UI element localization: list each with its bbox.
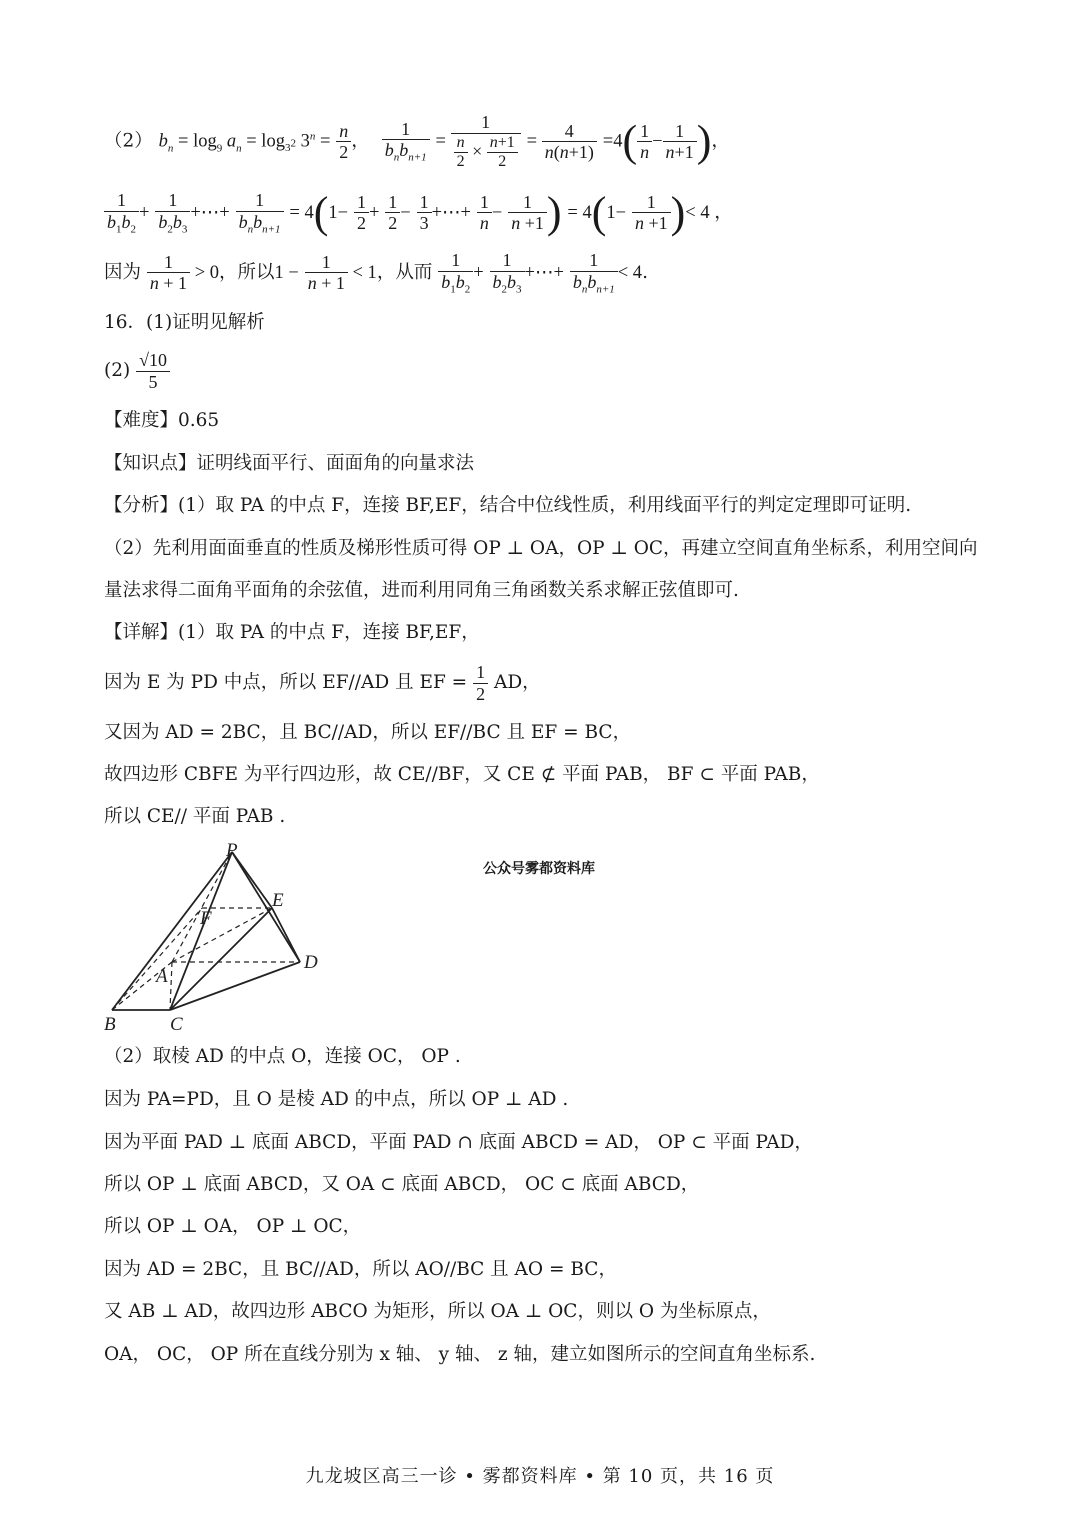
analysis-line-1: 【分析】(1）取 PA 的中点 F，连接 BF,EF，结合中位线性质，利用线面平行的判定定理即可证明. — [104, 495, 912, 516]
difficulty: 【难度】0.65 — [104, 410, 220, 431]
detail-line-5: 所以 CE// 平面 PAB . — [104, 806, 286, 827]
formula-line-1: （2） $b_n = \log_9 a_n = \log_{3^2} 3^n$ = $\frac{n}{2}$ ， $\frac{1}{b_nb_{n+1}}$ = 1 $\frac{n}{2}$ × $\frac{n+1}{2}$ = $\frac{4}{n(n+1)}$ =4( $\frac{1}{n}$ − $\frac{1}{n+1}$ )， — [104, 112, 730, 171]
q16-header: 16．(1)证明见解析 — [104, 312, 265, 333]
label-C: C — [170, 1014, 183, 1035]
label-D: D — [304, 952, 318, 973]
detail-line-3: 又因为 AD = 2BC，且 BC//AD，所以 EF//BC 且 EF = BC， — [104, 722, 632, 743]
p2-line-7: 又 AB ⊥ AD，故四边形 ABCO 为矩形，所以 OA ⊥ OC，则以 O 为坐标原点， — [104, 1301, 771, 1322]
label-P: P — [226, 840, 238, 861]
p2-line-5: 所以 OP ⊥ OA， OP ⊥ OC， — [104, 1216, 362, 1237]
p2-line-3: 因为平面 PAD ⊥ 底面 ABCD，平面 PAD ∩ 底面 ABCD = AD， OP ⊂ 平面 PAD， — [104, 1132, 813, 1153]
p2-line-2: 因为 PA=PD，且 O 是棱 AD 的中点，所以 OP ⊥ AD . — [104, 1089, 569, 1110]
label-E: E — [272, 890, 284, 911]
p2-line-1: （2）取棱 AD 的中点 O，连接 OC， OP . — [104, 1046, 461, 1067]
watermark: 公众号雾都资料库 — [483, 861, 595, 877]
analysis-line-2: （2）先利用面面垂直的性质及梯形性质可得 OP ⊥ OA，OP ⊥ OC，再建立空间直角坐标系，利用空间向 — [104, 538, 978, 559]
formula-line-3: 因为 $\frac{1}{n + 1}$ > 0，所以1 − $\frac{1}{n + 1}$ < 1，从而 $\frac{1}{b_1b_2}$ + $\frac{1}{b_2b_3}$ +⋯+ $\frac{1}{b_nb_{n+1}}$ < 4. — [104, 250, 648, 296]
q16-part2-answer: (2) $\frac{√10}{5}$ — [104, 350, 170, 392]
knowledge-point: 【知识点】证明线面平行、面面角的向量求法 — [104, 453, 475, 474]
detail-line-4: 故四边形 CBFE 为平行四边形，故 CE//BF，又 CE ⊄ 平面 PAB， BF ⊂ 平面 PAB， — [104, 764, 820, 785]
pyramid-figure — [100, 838, 330, 1038]
detail-line-2: 因为 E 为 PD 中点，所以 EF//AD 且 EF = $\frac{1}{2}$ AD， — [104, 662, 541, 704]
page-footer: 九龙坡区高三一诊 • 雾都资料库 • 第 10 页，共 16 页 — [305, 1466, 775, 1487]
p2-line-6: 因为 AD = 2BC，且 BC//AD，所以 AO//BC 且 AO = BC， — [104, 1259, 617, 1280]
analysis-line-3: 量法求得二面角平面角的余弦值，进而利用同角三角函数关系求解正弦值即可. — [104, 580, 739, 601]
p2-line-4: 所以 OP ⊥ 底面 ABCD，又 OA ⊂ 底面 ABCD， OC ⊂ 底面 ABCD， — [104, 1174, 700, 1195]
label-B: B — [104, 1014, 116, 1035]
label-F: F — [200, 908, 212, 929]
formula-line-2: $\frac{1}{b_1b_2}$ + $\frac{1}{b_2b_3}$ +⋯+ $\frac{1}{b_nb_{n+1}}$ = 4(1− $\frac{1}{2}$ + $\frac{1}{2}$ − $\frac{1}{3}$ +⋯+ $\frac{1}{n}$ − $\frac{1}{n +1}$ ) = 4(1− $\frac{1}{n +1}$ )< 4 ， — [104, 190, 733, 236]
label-A: A — [156, 966, 168, 987]
p2-line-8: OA， OC， OP 所在直线分别为 x 轴、 y 轴、 z 轴，建立如图所示的空间直角坐标系. — [104, 1344, 816, 1365]
detail-line-1: 【详解】(1）取 PA 的中点 F，连接 BF,EF， — [104, 622, 480, 643]
